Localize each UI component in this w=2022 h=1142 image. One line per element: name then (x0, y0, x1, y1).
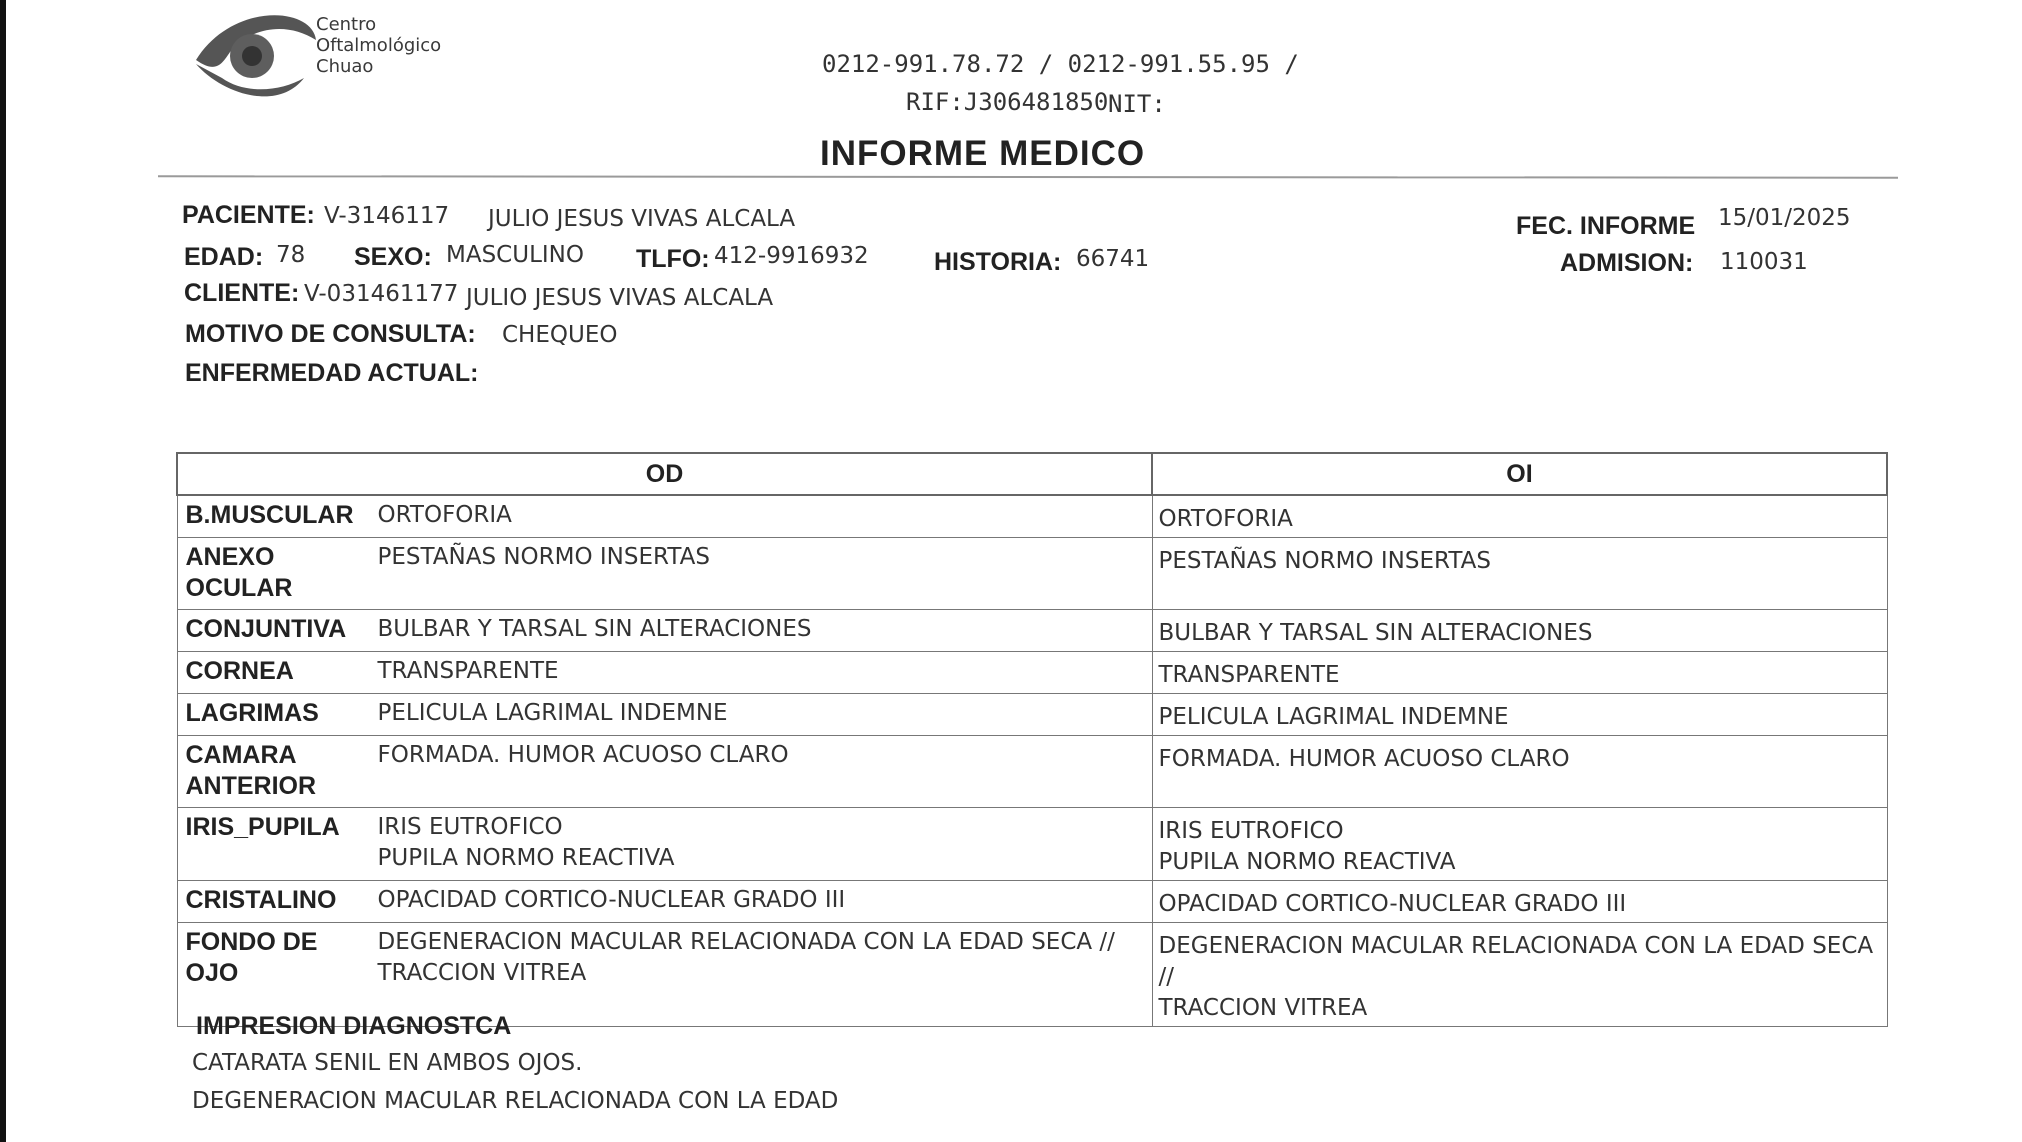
cliente-name: JULIO JESUS VIVAS ALCALA (466, 285, 774, 311)
exam-row-oi-value-line: DEGENERACION MACULAR RELACIONADA CON LA EDAD SECA // (1158, 933, 1874, 990)
exam-row-label (177, 923, 372, 1027)
exam-row-od-value-line: PUPILA NORMO REACTIVA (377, 845, 675, 871)
exam-row-label (177, 808, 372, 881)
exam-row-label-line: CRISTALINO (185, 886, 337, 914)
exam-row-od-value-line: DEGENERACION MACULAR RELACIONADA CON LA EDAD SECA // (377, 929, 1115, 955)
logo-line-1: Centro (316, 14, 377, 35)
exam-row (177, 495, 1887, 538)
exam-row-oi-value (1152, 736, 1887, 808)
exam-table-body (177, 495, 1887, 1027)
exam-row-oi-value-line: FORMADA. HUMOR ACUOSO CLARO (1158, 746, 1570, 772)
exam-row-oi-value-line: ORTOFORIA (1158, 506, 1293, 532)
exam-row-oi-value-line: OPACIDAD CORTICO-NUCLEAR GRADO III (1158, 891, 1627, 917)
paciente-id: V-3146117 (324, 203, 450, 229)
exam-row-od-value (372, 808, 1153, 881)
page-title: INFORME MEDICO (820, 134, 1146, 173)
exam-table (176, 452, 1888, 1027)
exam-row (177, 808, 1887, 881)
tlfo-label: TLFO: (636, 245, 710, 273)
motivo-value: CHEQUEO (502, 322, 618, 348)
exam-row-label-line: B.MUSCULAR (185, 501, 354, 529)
diagnosis-line: DEGENERACION MACULAR RELACIONADA CON LA EDAD (192, 1088, 839, 1114)
paciente-label: PACIENTE: (182, 201, 315, 229)
exam-row-oi-value (1152, 808, 1887, 881)
sexo-label: SEXO: (354, 243, 432, 271)
exam-row-label-line: OJO (185, 959, 239, 987)
exam-row-label (177, 652, 372, 694)
clinic-rif: RIF:J306481850 (906, 88, 1109, 116)
exam-row-oi-value (1152, 694, 1887, 736)
exam-row-label (177, 881, 372, 923)
exam-row-label-line: ANEXO (185, 543, 275, 571)
header-divider (158, 175, 1898, 179)
fec-informe-label: FEC. INFORME (1516, 212, 1696, 240)
exam-row-oi-value-line: TRANSPARENTE (1158, 662, 1340, 688)
enfermedad-actual-label: ENFERMEDAD ACTUAL: (185, 359, 479, 387)
exam-row-od-value (372, 495, 1153, 538)
exam-row-oi-value (1152, 923, 1887, 1027)
historia-label: HISTORIA: (934, 248, 1062, 276)
exam-row (177, 881, 1887, 923)
exam-row-od-value-line: TRANSPARENTE (377, 658, 559, 684)
cliente-label: CLIENTE: (184, 279, 300, 307)
exam-row-oi-value-line: BULBAR Y TARSAL SIN ALTERACIONES (1158, 620, 1593, 646)
diagnosis-title: IMPRESION DIAGNOSTCA (196, 1012, 512, 1040)
exam-row-oi-value (1152, 538, 1887, 610)
exam-row-od-value (372, 881, 1153, 923)
logo-line-2: Oftalmológico (316, 35, 442, 56)
exam-row (177, 610, 1887, 652)
exam-row (177, 736, 1887, 808)
exam-row-oi-value-line: PUPILA NORMO REACTIVA (1158, 849, 1456, 875)
exam-row-od-value-line: OPACIDAD CORTICO-NUCLEAR GRADO III (377, 887, 846, 913)
clinic-phones: 0212-991.78.72 / 0212-991.55.95 / (822, 50, 1299, 78)
exam-row-label-line: IRIS_PUPILA (185, 813, 340, 841)
cliente-id: V-031461177 (304, 281, 459, 307)
diagnosis-line: CATARATA SENIL EN AMBOS OJOS. (192, 1050, 583, 1076)
exam-row-label (177, 495, 372, 538)
logo-line-3: Chuao (316, 56, 374, 77)
exam-row-label-line: LAGRIMAS (185, 699, 319, 727)
exam-row-od-value-line: FORMADA. HUMOR ACUOSO CLARO (377, 742, 789, 768)
page-edge-shadow (0, 0, 6, 1142)
exam-row-od-value (372, 652, 1153, 694)
exam-row-label-line: OCULAR (185, 574, 293, 602)
exam-row-od-value-line: BULBAR Y TARSAL SIN ALTERACIONES (377, 616, 812, 642)
exam-row-od-value (372, 923, 1153, 1027)
admision-value: 110031 (1720, 249, 1808, 275)
exam-row-oi-value-line: IRIS EUTROFICO (1158, 818, 1344, 844)
sexo-value: MASCULINO (446, 242, 584, 268)
exam-row-label-line: CONJUNTIVA (185, 615, 347, 643)
motivo-label: MOTIVO DE CONSULTA: (185, 320, 476, 348)
exam-row-od-value-line: PESTAÑAS NORMO INSERTAS (377, 544, 710, 570)
exam-row-od-value-line: PELICULA LAGRIMAL INDEMNE (377, 700, 728, 726)
od-header: OD (177, 453, 1152, 495)
exam-row (177, 923, 1887, 1027)
paciente-name: JULIO JESUS VIVAS ALCALA (488, 206, 796, 232)
exam-row-oi-value (1152, 495, 1887, 538)
exam-row-od-value (372, 610, 1153, 652)
exam-row-od-value-line: IRIS EUTROFICO (377, 814, 563, 840)
exam-table-header (177, 453, 1887, 495)
exam-row-label-line: FONDO DE (185, 928, 318, 956)
exam-row (177, 538, 1887, 610)
fec-informe-value: 15/01/2025 (1718, 205, 1851, 231)
exam-row-label-line: CORNEA (185, 657, 294, 685)
exam-row-od-value (372, 736, 1153, 808)
exam-row-label-line: CAMARA (185, 741, 297, 769)
historia-value: 66741 (1076, 246, 1150, 272)
clinic-logo-text (316, 14, 441, 77)
exam-row-label (177, 694, 372, 736)
oi-header: OI (1152, 453, 1887, 495)
exam-row-od-value (372, 694, 1153, 736)
exam-row-oi-value (1152, 610, 1887, 652)
tlfo-value: 412-9916932 (714, 243, 869, 269)
admision-label: ADMISION: (1560, 249, 1694, 277)
exam-row-label-line: ANTERIOR (185, 772, 317, 800)
clinic-nit: NIT: (1108, 90, 1166, 118)
exam-row-oi-value (1152, 652, 1887, 694)
exam-row-oi-value (1152, 881, 1887, 923)
exam-row-oi-value-line: PESTAÑAS NORMO INSERTAS (1158, 548, 1491, 574)
exam-row-label (177, 538, 372, 610)
exam-row-label (177, 736, 372, 808)
exam-row-oi-value-line: TRACCION VITREA (1158, 995, 1368, 1021)
edad-value: 78 (276, 242, 306, 268)
exam-row-od-value (372, 538, 1153, 610)
exam-row (177, 652, 1887, 694)
edad-label: EDAD: (184, 243, 264, 271)
exam-row (177, 694, 1887, 736)
exam-row-label (177, 610, 372, 652)
exam-row-od-value-line: ORTOFORIA (377, 502, 512, 528)
exam-row-od-value-line: TRACCION VITREA (377, 960, 587, 986)
exam-row-oi-value-line: PELICULA LAGRIMAL INDEMNE (1158, 704, 1509, 730)
